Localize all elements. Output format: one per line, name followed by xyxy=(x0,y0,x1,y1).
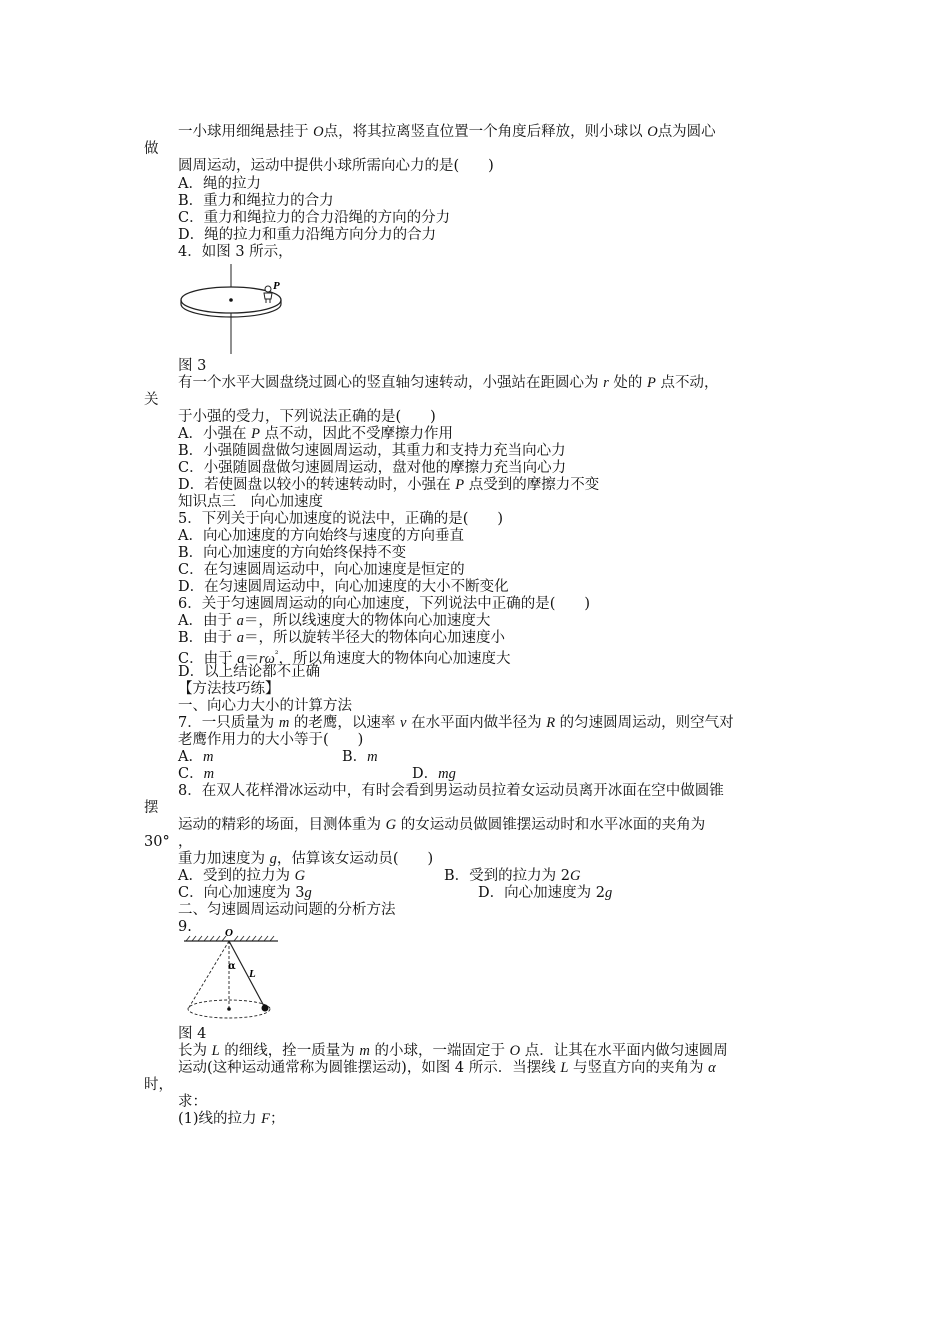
q4-text: 点受到的摩擦力不变 xyxy=(464,477,600,493)
pendulum-ball xyxy=(262,1005,269,1012)
q6-text: C．由于 xyxy=(178,650,238,667)
q4-var-p: P xyxy=(455,477,465,493)
q6-superscript: ² xyxy=(274,650,279,660)
cone-left-edge-dashed xyxy=(188,941,229,1009)
q6-var-r-omega: rω xyxy=(258,650,275,667)
q8-option-d xyxy=(478,885,612,902)
q4-stem-line-2: 于小强的受力，下列说法正确的是( ) xyxy=(178,409,436,425)
q8-stem-wrap-comma: ， xyxy=(178,834,193,850)
q7-text: 在水平面内做半径为 xyxy=(406,715,547,731)
q3-stem-wrap: 做 xyxy=(144,141,159,157)
q6-var-a: a xyxy=(236,630,245,646)
q9-stem-line-1 xyxy=(178,1043,728,1060)
q4-text: 点不动，因此不受摩擦力作用 xyxy=(259,426,454,442)
q6-option-a xyxy=(178,613,490,630)
q8-var-g: g xyxy=(304,885,312,901)
q9-var-o: O xyxy=(509,1043,521,1059)
fig3-caption: 图 3 xyxy=(178,358,207,374)
q7-var-mg: mg xyxy=(438,766,456,782)
q6-text: ＝，所以旋转半径大的物体向心加速度小 xyxy=(244,630,506,646)
fig4-caption: 图 4 xyxy=(178,1026,207,1042)
q3-option-c: C．重力和绳拉力的合力沿绳的方向的分力 xyxy=(178,210,451,226)
q9-text: 运动(这种运动通常称为圆锥摆运动)，如图 4 所示．当摆线 xyxy=(178,1060,561,1076)
q7-stem-line-2: 老鹰作用力的大小等于( ) xyxy=(178,732,364,748)
q9-var-f: F xyxy=(261,1111,271,1127)
q4-option-c: C．小强随圆盘做匀速圆周运动，盘对他的摩擦力充当向心力 xyxy=(178,460,567,476)
q4-text: 处的 xyxy=(608,375,647,391)
method-2-title: 二、匀速圆周运动问题的分析方法 xyxy=(178,902,396,918)
section-3-title: 知识点三 向心加速度 xyxy=(178,494,323,510)
method-1-title: 一、向心力大小的计算方法 xyxy=(178,698,352,714)
practice-title: 【方法技巧练】 xyxy=(178,681,280,697)
q9-var-l: L xyxy=(560,1060,569,1076)
q8-stem-line-2 xyxy=(178,817,705,834)
q4-text: 点不动， xyxy=(655,375,719,391)
point-p-label: P xyxy=(273,280,280,292)
q7-text: D． xyxy=(412,766,439,782)
q3-text: 一小球用细绳悬挂于 xyxy=(178,124,314,140)
q9-number: 9. xyxy=(178,919,192,935)
q4-var-p: P xyxy=(251,426,260,442)
q5-option-b: B．向心加速度的方向始终保持不变 xyxy=(178,545,407,561)
q7-var-m: m xyxy=(278,715,290,731)
q4-text: 有一个水平大圆盘绕过圆心的竖直轴匀速转动，小强站在距圆心为 xyxy=(178,375,604,391)
q9-figure-conical-pendulum xyxy=(178,925,288,1025)
q3-stem-line-2: 圆周运动，运动中提供小球所需向心力的是( ) xyxy=(178,158,494,174)
q6-var-a: a xyxy=(236,613,244,629)
q8-option-b xyxy=(444,868,580,885)
q8-text: A．受到的拉力为 xyxy=(178,868,295,884)
q6-option-d: D．以上结论都不正确 xyxy=(178,664,321,680)
q8-option-a xyxy=(178,868,305,885)
q9-text: 点．让其在水平面内做匀速圆周 xyxy=(520,1043,728,1059)
q4-option-d xyxy=(178,477,599,494)
point-o-label: O xyxy=(225,927,233,939)
q8-stem-wrap-1: 摆 xyxy=(144,800,159,816)
q3-option-a: A．绳的拉力 xyxy=(178,176,261,192)
pendulum-string xyxy=(229,941,265,1008)
q5-option-d: D．在匀速圆周运动中，向心加速度的大小不断变化 xyxy=(178,579,509,595)
q7-text: 7．一只质量为 xyxy=(178,715,279,731)
q6-text: ，所以角速度大的物体向心加速度大 xyxy=(278,650,511,667)
q3-option-d: D．绳的拉力和重力沿绳方向分力的合力 xyxy=(178,227,437,243)
q7-option-b xyxy=(342,749,378,766)
q9-text: 的细线，拴一质量为 xyxy=(219,1043,360,1059)
q4-text: D．若使圆盘以较小的转速转动时，小强在 xyxy=(178,477,456,493)
q3-text: 点，将其拉离竖直位置一个角度后释放，则小球以 xyxy=(323,124,648,140)
q7-var-m: m xyxy=(203,766,215,782)
q7-text: C． xyxy=(178,766,204,782)
q8-text: 的女运动员做圆锥摆运动时和水平冰面的夹角为 xyxy=(396,817,706,833)
q4-stem-line-1 xyxy=(178,375,718,392)
q7-text: A． xyxy=(178,749,203,765)
q6-text: A．由于 xyxy=(178,613,237,629)
q4-var-p: P xyxy=(646,375,656,391)
q8-text: 重力加速度为 xyxy=(178,851,270,867)
q7-var-v: v xyxy=(400,715,407,731)
q8-text: 运动的精彩的场面，目测体重为 xyxy=(178,817,386,833)
q6-text: B．由于 xyxy=(178,630,237,646)
q3-var-o: O xyxy=(647,124,658,140)
circle-center-dot xyxy=(227,1007,231,1011)
q5-option-a: A．向心加速度的方向始终与速度的方向垂直 xyxy=(178,528,464,544)
q8-var-g: g xyxy=(604,885,613,901)
q8-stem-wrap-2: 30° xyxy=(144,834,170,850)
q9-stem-line-2 xyxy=(178,1060,716,1077)
q4-var-r: r xyxy=(603,375,609,391)
q9-text: 的小球，一端固定于 xyxy=(369,1043,510,1059)
q3-text: 点为圆心 xyxy=(657,124,716,140)
q3-stem-line-1 xyxy=(178,124,716,141)
q8-var-g: g xyxy=(269,851,277,867)
person-body xyxy=(264,293,272,299)
q7-option-c xyxy=(178,766,214,783)
q8-stem-line-1: 8．在双人花样滑冰运动中，有时会看到男运动员拉着女运动员离开冰面在空中做圆锥 xyxy=(178,783,724,799)
q4-text: A．小强在 xyxy=(178,426,252,442)
q9-text: ； xyxy=(270,1111,285,1127)
q3-option-b: B．重力和绳拉力的合力 xyxy=(178,193,334,209)
q8-text: ，估算该女运动员( ) xyxy=(276,851,434,867)
q4-option-a xyxy=(178,426,453,443)
q9-var-l: L xyxy=(211,1043,220,1059)
q6-option-b xyxy=(178,630,505,647)
q8-var-g: G xyxy=(294,868,306,884)
q7-option-a xyxy=(178,749,213,766)
q7-text: 的匀速圆周运动，则空气对 xyxy=(555,715,734,731)
q8-text: C．向心加速度为 3 xyxy=(178,885,305,901)
q5-option-c: C．在匀速圆周运动中，向心加速度是恒定的 xyxy=(178,562,465,578)
q7-var-m: m xyxy=(202,749,214,765)
q4-stem-wrap: 关 xyxy=(144,392,159,408)
q8-text: B．受到的拉力为 2 xyxy=(444,868,570,884)
q7-var-m: m xyxy=(367,749,378,765)
q9-text: (1)线的拉力 xyxy=(178,1111,262,1127)
q8-var-g: G xyxy=(570,868,581,884)
q8-text: D．向心加速度为 2 xyxy=(478,885,605,901)
q6-text: ＝ xyxy=(244,650,259,667)
q9-stem-wrap: 时， xyxy=(144,1077,173,1093)
q4-intro: 4．如图 3 所示， xyxy=(178,244,293,260)
q8-option-c xyxy=(178,885,312,902)
q6-stem: 6．关于匀速圆周运动的向心加速度，下列说法中正确的是( ) xyxy=(178,596,591,612)
q5-stem: 5．下列关于向心加速度的说法中，正确的是( ) xyxy=(178,511,504,527)
q9-stem-line-3: 求： xyxy=(178,1094,207,1110)
q7-var-r: R xyxy=(546,715,556,731)
disc-center-dot xyxy=(229,298,233,302)
q7-stem-line-1 xyxy=(178,715,734,732)
q7-text: 的老鹰，以速率 xyxy=(289,715,401,731)
q3-var-o: O xyxy=(313,124,324,140)
person-head xyxy=(265,286,271,292)
q9-text: 长为 xyxy=(178,1043,212,1059)
length-l-label: L xyxy=(249,968,256,980)
q6-text: ＝，所以线速度大的物体向心加速度大 xyxy=(243,613,491,629)
q9-subquestion-1 xyxy=(178,1111,285,1128)
angle-alpha-label: α xyxy=(228,961,236,972)
q7-option-d xyxy=(412,766,456,783)
q7-text: B． xyxy=(342,749,368,765)
q9-var-alpha: α xyxy=(708,1060,716,1076)
q8-var-g: G xyxy=(385,817,397,833)
q9-var-m: m xyxy=(359,1043,370,1059)
q4-figure-rotating-disc xyxy=(176,262,286,356)
q8-stem-line-3 xyxy=(178,851,433,868)
q4-option-b: B．小强随圆盘做匀速圆周运动，其重力和支持力充当向心力 xyxy=(178,443,566,459)
q6-var-a: a xyxy=(237,650,245,667)
q9-text: 与竖直方向的夹角为 xyxy=(568,1060,709,1076)
